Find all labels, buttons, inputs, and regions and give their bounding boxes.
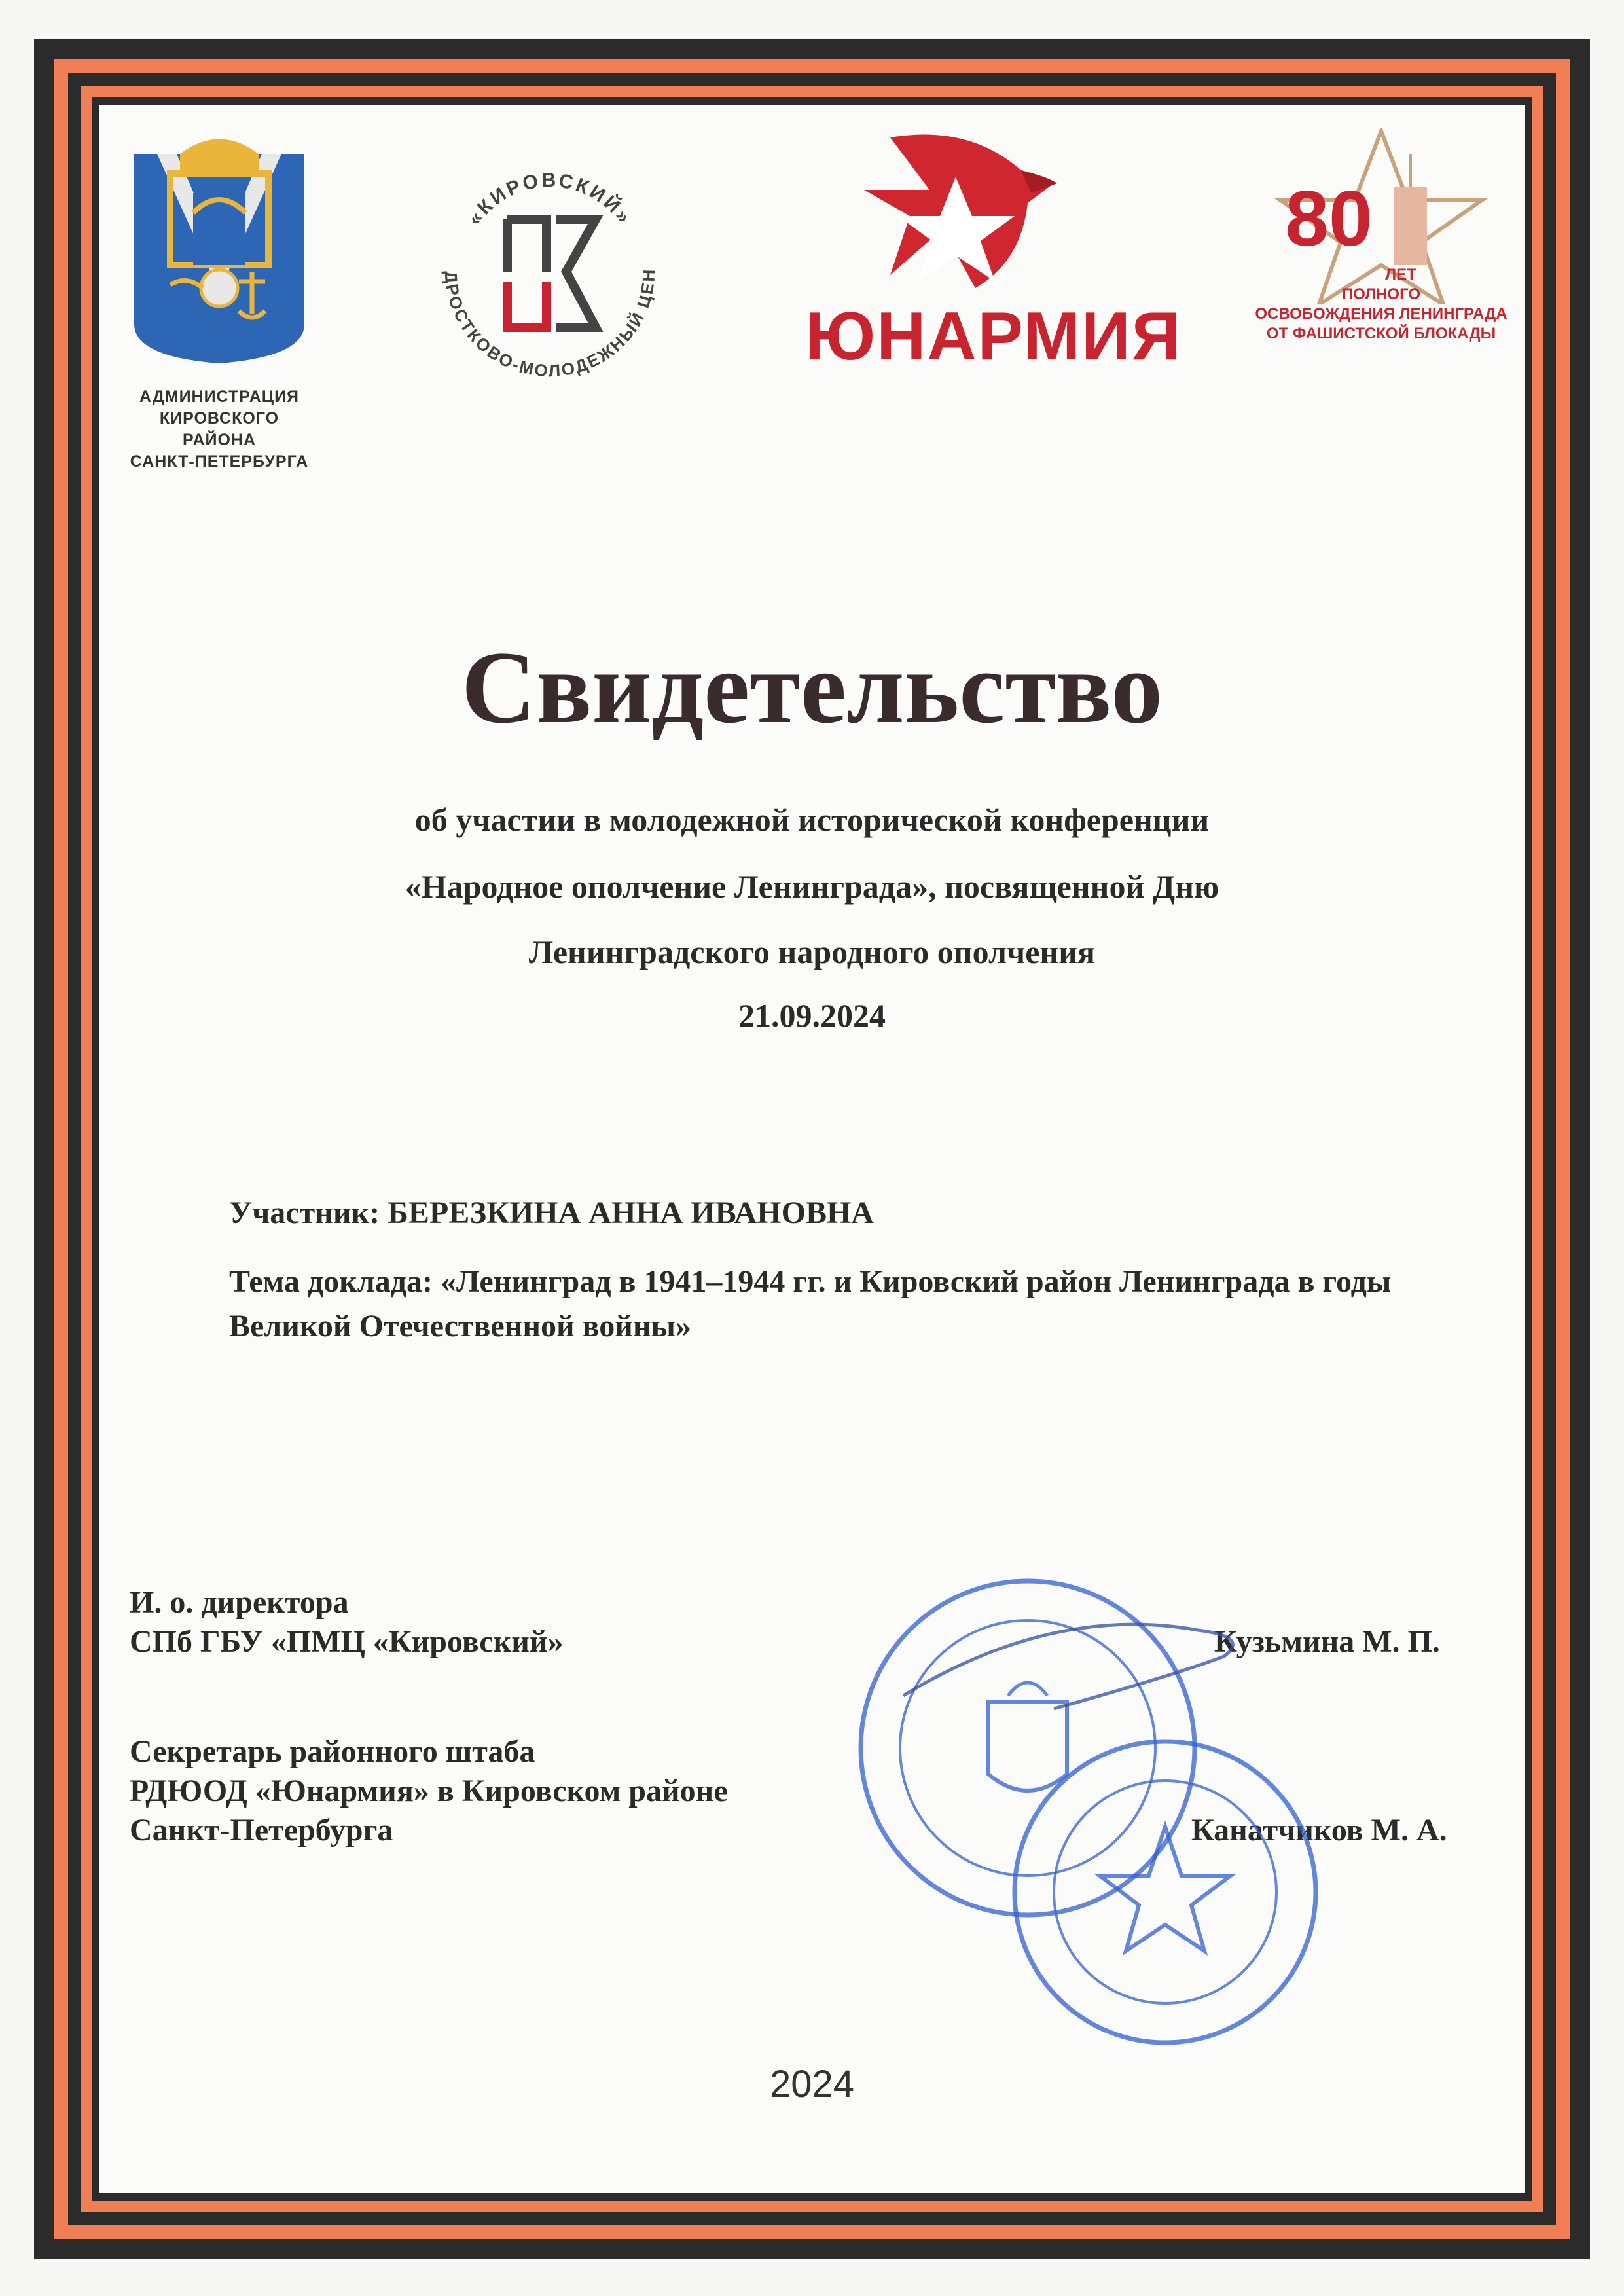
signature xyxy=(903,1624,1233,1709)
signatory-1-role-2: СПб ГБУ «ПМЦ «Кировский» xyxy=(130,1624,564,1659)
signatory-1-role-1: И. о. директора xyxy=(130,1585,349,1620)
admin-line-3: САНКТ-ПЕТЕРБУРГА xyxy=(130,452,309,471)
anniv-line-2: ПОЛНОГО xyxy=(1341,285,1421,303)
signatory-2-role-3: Санкт-Петербурга xyxy=(130,1813,393,1848)
admin-line-1: АДМИНИСТРАЦИЯ xyxy=(139,388,300,406)
signatory-2-role-2: РДЮОД «Юнармия» в Кировском районе xyxy=(130,1774,728,1808)
event-date: 21.09.2024 xyxy=(738,997,886,1034)
seal-yunarmia-outer xyxy=(1015,1741,1316,2043)
signatory-2-name: Канатчиков М. А. xyxy=(1191,1813,1447,1848)
admin-logo xyxy=(130,128,309,471)
signatory-2-role-1: Секретарь районного штаба xyxy=(130,1734,535,1769)
subtitle-line-2: «Народное ополчение Ленинграда», посвященной Дню xyxy=(405,868,1219,905)
topic-line-2: Великой Отечественной войны» xyxy=(229,1309,692,1343)
pmc-logo xyxy=(419,141,681,403)
participant-name: Участник: БЕРЕЗКИНА АННА ИВАНОВНА xyxy=(229,1195,874,1230)
anniversary-logo xyxy=(1244,128,1519,390)
footer-year: 2024 xyxy=(769,2063,855,2105)
eagle-star-icon xyxy=(805,131,1146,301)
anniv-number: 80 xyxy=(1285,175,1373,263)
yunarmia-logo xyxy=(805,131,1182,380)
anniv-line-3: ОСВОБОЖДЕНИЯ ЛЕНИНГРАДА xyxy=(1255,305,1507,323)
pmc-arc-bottom: ДРОСТКОВО-МОЛОДЕЖНЫЙ ЦЕН xyxy=(441,267,659,381)
subtitle-line-3: Ленинградского народного ополчения xyxy=(528,934,1096,970)
certificate-title: Свидетельство xyxy=(461,630,1163,745)
admin-line-2: КИРОВСКОГО РАЙОНА xyxy=(159,409,280,449)
seal-yunarmia-inner xyxy=(1054,1781,1276,2003)
signatory-1-name: Кузьмина М. П. xyxy=(1214,1624,1440,1659)
anniv-line-4: ОТ ФАШИСТСКОЙ БЛОКАДЫ xyxy=(1266,325,1496,342)
seal-stamps xyxy=(857,1525,1329,2049)
anniv-line-1: ЛЕТ xyxy=(1385,266,1416,283)
yunarmia-label: ЮНАРМИЯ xyxy=(805,299,1182,374)
pmc-arc-top: «КИРОВСКИЙ» xyxy=(463,170,636,230)
subtitle-line-1: об участии в молодежной исторической конференции xyxy=(414,801,1210,838)
district-coat-of-arms-icon xyxy=(131,128,308,363)
seal-pmc-outer xyxy=(861,1581,1195,1915)
pmc-logo-icon xyxy=(507,219,596,327)
topic-line-1: Тема доклада: «Ленинград в 1941–1944 гг. и Кировский район Ленинграда в годы xyxy=(229,1264,1392,1299)
seal-pmc-emblem xyxy=(988,1702,1067,1791)
